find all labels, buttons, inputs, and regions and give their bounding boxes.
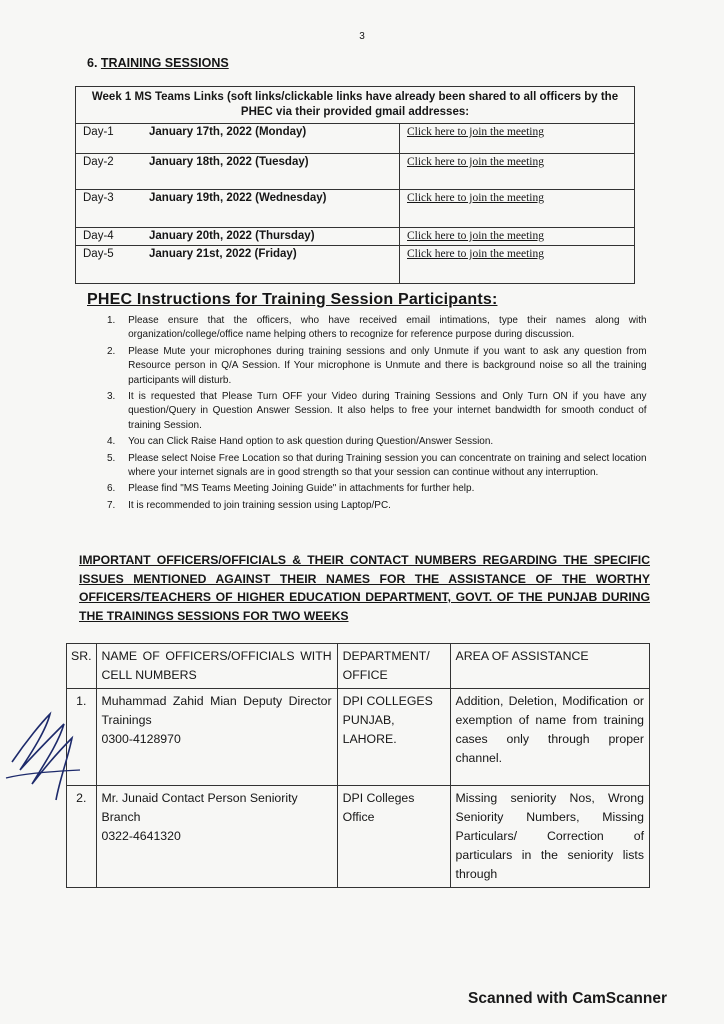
- table-row: [67, 786, 650, 888]
- officer-area: Addition, Deletion, Modification or exemption of name from training cases only through proper channel.: [450, 689, 649, 786]
- session-row: [76, 228, 635, 246]
- training-sessions-table: [75, 86, 635, 284]
- instruction-number: 3.: [107, 391, 116, 403]
- instruction-number: 1.: [107, 315, 116, 326]
- instruction-number: 6.: [107, 483, 116, 495]
- page-number: 3: [359, 31, 365, 42]
- join-meeting-link[interactable]: Click here to join the meeting: [400, 124, 635, 154]
- instruction-text: You can Click Raise Hand option to ask question during Question/Answer Session.: [128, 436, 494, 448]
- session-date: January 18th, 2022 (Tuesday): [142, 154, 400, 190]
- officer-sr: 1.: [67, 689, 97, 786]
- session-day: Day-2: [76, 154, 143, 190]
- officer-name-cell: [96, 786, 337, 888]
- session-day: Day-3: [76, 190, 143, 228]
- instruction-item: [107, 482, 647, 496]
- camscanner-watermark: Scanned with CamScanner: [468, 990, 667, 1007]
- section-title: TRAINING SESSIONS: [100, 56, 229, 70]
- join-meeting-link[interactable]: Click here to join the meeting: [400, 228, 635, 246]
- instruction-item: [107, 499, 647, 513]
- table-row: [67, 689, 650, 786]
- instruction-item: [107, 345, 647, 388]
- session-date: January 17th, 2022 (Monday): [142, 124, 400, 154]
- session-day: Day-5: [76, 246, 143, 284]
- officer-department: DPI COLLEGES PUNJAB, LAHORE.: [337, 689, 450, 786]
- join-meeting-link[interactable]: Click here to join the meeting: [400, 154, 635, 190]
- officer-name-cell: [96, 689, 337, 786]
- instruction-item: [107, 314, 647, 343]
- session-row: [76, 124, 635, 154]
- officer-department: DPI Colleges Office: [337, 786, 450, 888]
- session-date: January 19th, 2022 (Wednesday): [142, 190, 400, 228]
- session-date: January 21st, 2022 (Friday): [142, 246, 400, 284]
- session-row: [76, 154, 635, 190]
- instruction-number: 4.: [107, 436, 116, 448]
- join-meeting-link[interactable]: Click here to join the meeting: [400, 246, 635, 284]
- session-row: [76, 246, 635, 284]
- officer-phone: 0300-4128970: [101, 732, 181, 746]
- instruction-number: 5.: [107, 452, 116, 464]
- session-row: [76, 190, 635, 228]
- column-header-area: AREA OF ASSISTANCE: [450, 644, 649, 689]
- instruction-text: Please ensure that the officers, who have received email intimations, type their names along with organization/college/office name helping others to recognize for reference purpose during discussion.: [128, 315, 647, 341]
- instruction-text: Please Mute your microphones during training sessions and only Unmute if you want to ask any question from Resource person in Q/A Session. If Your microphone is Unmute and there is background noise so all the training participants will disturb.: [128, 345, 647, 386]
- important-officers-heading: IMPORTANT OFFICERS/OFFICIALS & THEIR CONTACT NUMBERS REGARDING THE SPECIFIC ISSUES MENTIONED AGAINST THEIR NAMES FOR THE ASSISTANCE OF THE WORTHY OFFICERS/TEACHERS OF HIGHER EDUCATION DEPARTMENT, GOVT. OF THE PUNJAB DURING THE TRAININGS SESSIONS FOR TWO WEEKS: [79, 553, 650, 623]
- session-day: Day-4: [76, 228, 143, 246]
- join-meeting-link[interactable]: Click here to join the meeting: [400, 190, 635, 228]
- officers-table: [66, 643, 650, 888]
- section-number: 6.: [87, 56, 98, 70]
- officer-name: Muhammad Zahid Mian Deputy Director Trainings: [101, 694, 332, 727]
- column-header-sr: SR.: [67, 644, 97, 689]
- instruction-number: 2.: [107, 345, 116, 357]
- instruction-text: Please select Noise Free Location so that during Training session you can concentrate on training and select location where your internet signals are in good strength so that your session can continue without any interruption.: [128, 452, 647, 479]
- session-date: January 20th, 2022 (Thursday): [142, 228, 400, 246]
- instructions-title-text: PHEC Instructions for Training Session Participants:: [87, 291, 498, 308]
- session-day: Day-1: [76, 124, 143, 154]
- column-header-name: NAME OF OFFICERS/OFFICIALS WITH CELL NUMBERS: [96, 644, 337, 689]
- instruction-text: It is requested that Please Turn OFF your Video during Training Sessions and Only Turn ON if you have any question/Query in Question Answer Session. It also helps to free your internet bandwidth for smooth conduct of training Session.: [128, 391, 647, 431]
- instruction-item: [107, 452, 647, 481]
- column-header-department: DEPARTMENT/ OFFICE: [337, 644, 450, 689]
- instruction-text: It is recommended to join training session using Laptop/PC.: [128, 499, 391, 511]
- officers-table-header-row: [67, 644, 650, 689]
- officer-sr: 2.: [67, 786, 97, 888]
- instructions-list: [107, 314, 647, 515]
- officer-area: Missing seniority Nos, Wrong Seniority Numbers, Missing Particulars/ Correction of particulars in the seniority lists through: [450, 786, 649, 888]
- instruction-item: [107, 435, 647, 449]
- sessions-table-header: Week 1 MS Teams Links (soft links/clickable links have already been shared to all officers by the PHEC via their provided gmail addresses:: [76, 87, 635, 124]
- instruction-item: [107, 390, 647, 433]
- officer-phone: 0322-4641320: [101, 829, 181, 843]
- instruction-number: 7.: [107, 499, 116, 511]
- section-heading: [87, 56, 229, 70]
- instructions-title: [87, 291, 497, 309]
- handwritten-signature: [2, 700, 92, 810]
- instruction-text: Please find "MS Teams Meeting Joining Guide" in attachments for further help.: [128, 483, 475, 495]
- officer-name: Mr. Junaid Contact Person Seniority Branch: [101, 791, 298, 824]
